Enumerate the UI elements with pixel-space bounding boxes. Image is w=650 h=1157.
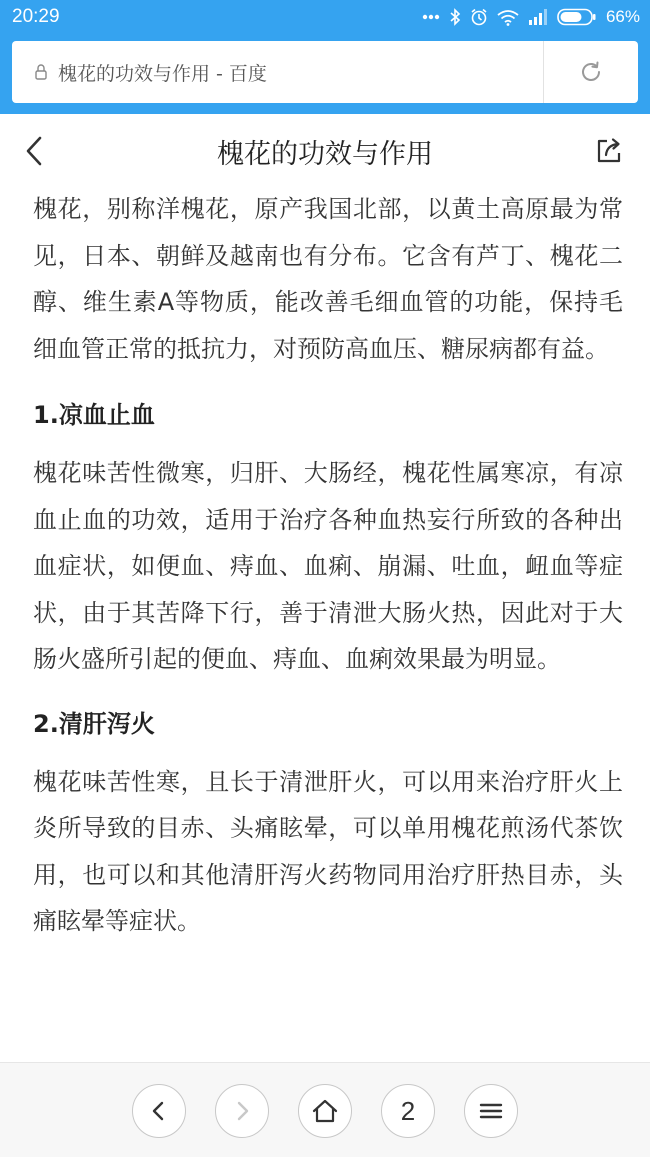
more-dots-icon <box>422 14 440 20</box>
intro-paragraph: 槐花，别称洋槐花，原产我国北部，以黄土高原最为常见，日本、朝鲜及越南也有分布。它含有芦丁、槐花二醇、维生素A等物质，能改善毛细血管的功能，保持毛细血管正常的抵抗力，对预防高血压、糖尿病都有益。 <box>33 195 623 363</box>
browser-toolbar <box>0 34 650 114</box>
url-text[interactable]: 槐花的功效与作用 - 百度 <box>58 62 267 85</box>
refresh-button[interactable] <box>544 41 638 103</box>
signal-icon <box>528 9 548 25</box>
lock-icon <box>34 62 48 82</box>
article-content <box>33 186 623 945</box>
share-icon[interactable] <box>594 136 624 166</box>
status-bar <box>0 0 650 34</box>
refresh-icon <box>578 59 604 85</box>
tab-count: 2 <box>400 1095 416 1126</box>
address-bar[interactable] <box>12 41 638 103</box>
section-paragraph: 槐花味苦性微寒，归肝、大肠经，槐花性属寒凉，有凉血止血的功效，适用于治疗各种血热妄行所致的各种出血症状，如便血、痔血、血痢、崩漏、吐血，衄血等症状，由于其苦降下行，善于清泄大肠火热，因此对于大肠火盛所引起的便血、痔血、血痢效果最为明显。 <box>33 459 623 673</box>
bluetooth-icon <box>449 8 461 26</box>
menu-icon <box>479 1101 503 1121</box>
forward-button[interactable] <box>215 1084 269 1138</box>
status-time: 20:29 <box>12 6 60 27</box>
page-title: 槐花的功效与作用 <box>217 139 433 170</box>
home-button[interactable] <box>298 1084 352 1138</box>
battery-icon <box>557 8 597 26</box>
back-button[interactable] <box>132 1084 186 1138</box>
status-icons <box>422 5 640 29</box>
page-header <box>0 114 650 186</box>
chevron-left-icon <box>149 1100 169 1122</box>
battery-percent: 66% <box>605 7 640 26</box>
chevron-right-icon <box>232 1100 252 1122</box>
alarm-icon <box>470 8 488 26</box>
menu-button[interactable] <box>464 1084 518 1138</box>
tabs-button[interactable] <box>381 1084 435 1138</box>
section-heading: 2.清肝泻火 <box>33 709 155 738</box>
home-icon <box>311 1098 339 1124</box>
section-heading: 1.凉血止血 <box>33 401 155 429</box>
wifi-icon <box>497 9 519 26</box>
bottom-nav <box>0 1062 650 1157</box>
section-paragraph: 槐花味苦性寒，且长于清泄肝火，可以用来治疗肝火上炎所导致的目赤、头痛眩晕，可以单用槐花煎汤代茶饮用，也可以和其他清肝泻火药物同用治疗肝热目赤，头痛眩晕等症状。 <box>33 767 623 935</box>
